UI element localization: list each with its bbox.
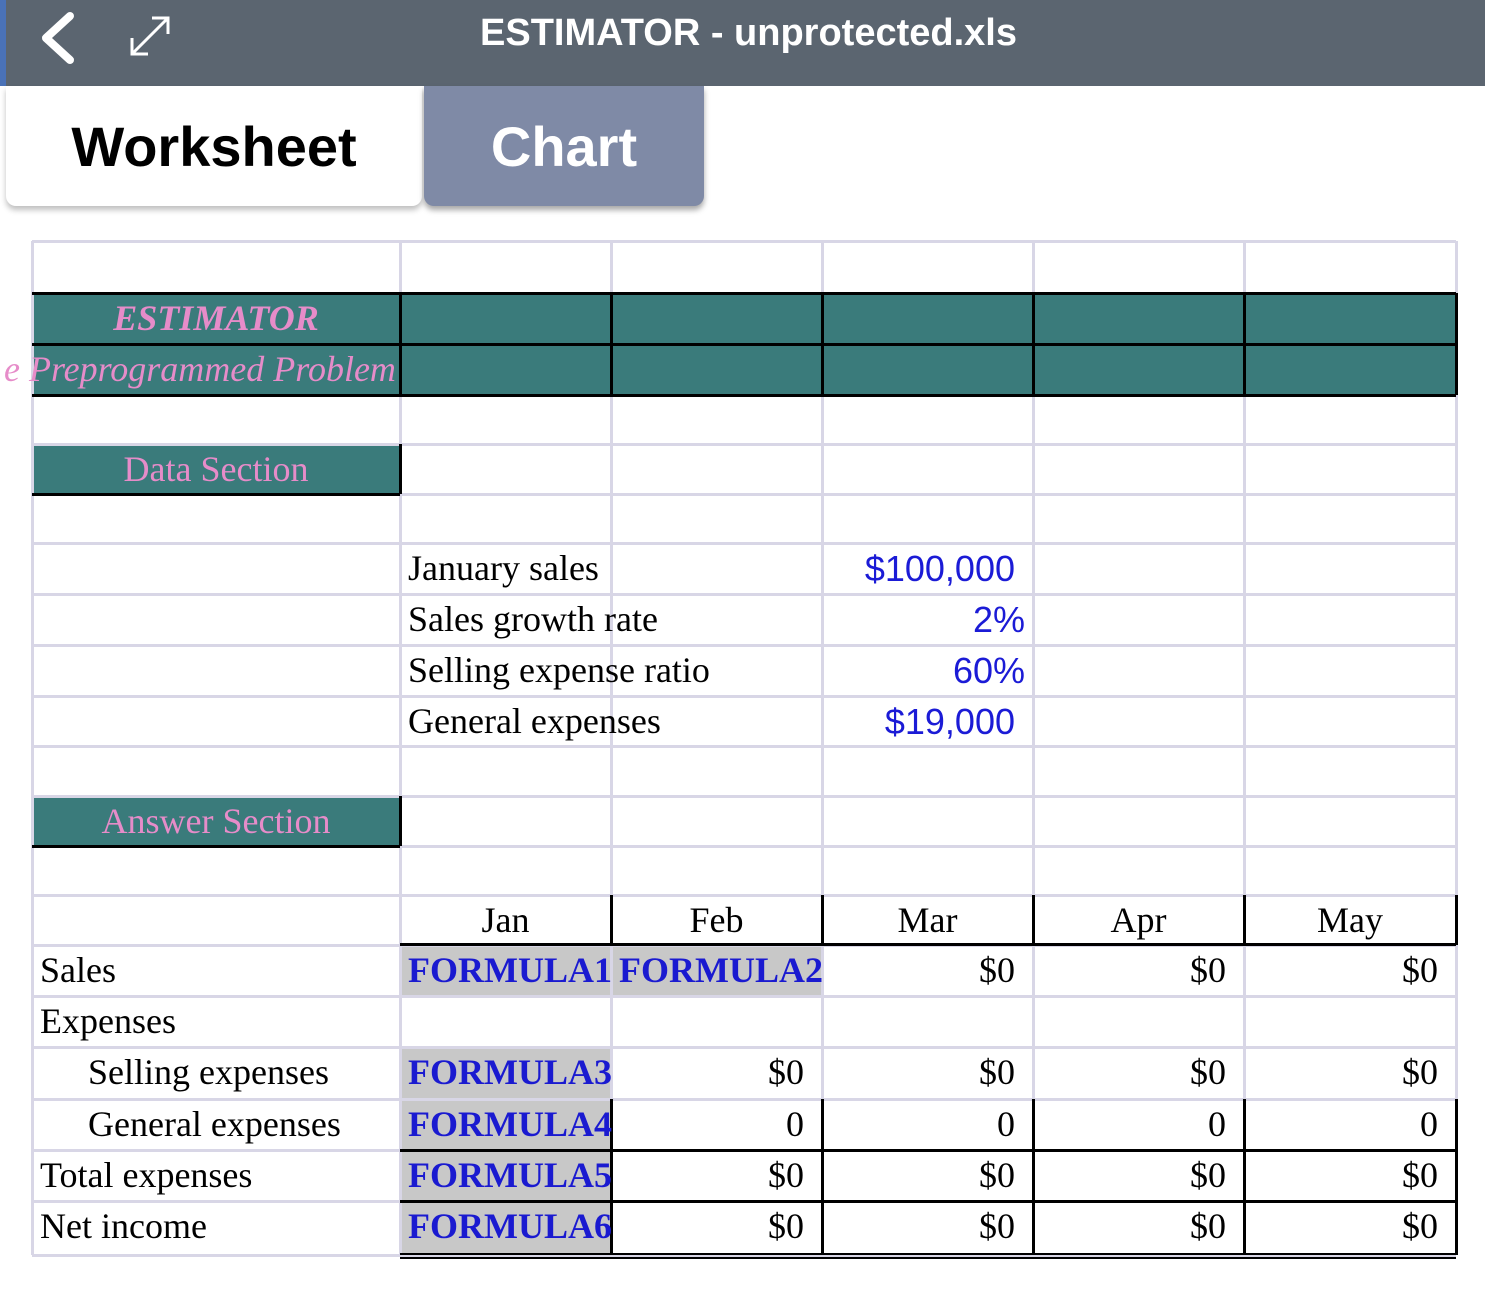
input-label[interactable]: Sales growth rate [408,599,658,639]
value-cell[interactable]: 0 [786,1104,804,1144]
value-cell[interactable]: $0 [979,950,1015,990]
border-line [1032,293,1035,395]
month-header[interactable]: Jan [481,900,530,940]
border-line [400,1257,1456,1259]
value-cell[interactable]: 0 [997,1104,1015,1144]
value-cell[interactable]: $0 [1190,1206,1226,1246]
value-cell[interactable]: $0 [1190,950,1226,990]
window-title: ESTIMATOR - unprotected.xls [480,12,1017,54]
answer-section-label[interactable]: Answer Section [101,801,331,841]
row-label[interactable]: Net income [40,1206,207,1246]
value-cell[interactable]: $0 [1402,1052,1438,1092]
value-cell[interactable]: $0 [768,1206,804,1246]
banner-title[interactable]: ESTIMATOR [113,298,319,338]
value-cell[interactable]: $0 [979,1155,1015,1195]
border-line [821,293,824,395]
month-header[interactable]: May [1317,900,1383,940]
month-header[interactable]: Feb [689,900,744,940]
title-bar [0,0,1485,86]
value-cell[interactable]: $0 [979,1206,1015,1246]
row-label[interactable]: Selling expenses [88,1052,329,1092]
formula-cell[interactable]: FORMULA4 [408,1104,612,1144]
border-line [1243,293,1246,395]
data-section-label[interactable]: Data Section [123,449,309,489]
value-cell[interactable]: $0 [1190,1155,1226,1195]
banner-subtitle[interactable]: e Preprogrammed Problem [4,349,396,389]
input-label[interactable]: January sales [408,548,599,588]
value-cell[interactable]: $0 [768,1052,804,1092]
input-value[interactable]: $100,000 [864,548,1015,589]
border-line [610,293,613,395]
tab-chart-label: Chart [490,114,638,178]
row-label[interactable]: Sales [40,950,116,990]
tab-chart[interactable] [424,86,704,206]
input-label[interactable]: General expenses [408,701,661,741]
tab-worksheet[interactable] [6,86,422,206]
value-cell[interactable]: $0 [768,1155,804,1195]
value-cell[interactable]: 0 [1420,1104,1438,1144]
value-cell[interactable]: $0 [1402,1155,1438,1195]
value-cell[interactable]: $0 [1190,1052,1226,1092]
input-value[interactable]: $19,000 [884,701,1015,742]
formula-cell[interactable]: FORMULA2 [619,950,823,990]
value-cell[interactable]: 0 [1208,1104,1226,1144]
formula-cell[interactable]: FORMULA6 [408,1206,612,1246]
value-cell[interactable]: $0 [1402,1206,1438,1246]
formula-cell[interactable]: FORMULA1 [408,950,612,990]
input-value[interactable]: 2% [972,599,1025,640]
formula-cell[interactable]: FORMULA3 [408,1052,612,1092]
border-line [1455,293,1458,395]
input-value[interactable]: 60% [952,650,1025,691]
row-label[interactable]: General expenses [88,1104,341,1144]
row-label[interactable]: Expenses [40,1001,176,1041]
input-label[interactable]: Selling expense ratio [408,650,710,690]
month-header[interactable]: Mar [897,900,958,940]
month-header[interactable]: Apr [1110,900,1167,940]
value-cell[interactable]: $0 [1402,950,1438,990]
grid-row-line [32,240,1456,243]
row-label[interactable]: Total expenses [40,1155,253,1195]
tab-worksheet-label: Worksheet [71,114,357,178]
formula-cell[interactable]: FORMULA5 [408,1155,612,1195]
value-cell[interactable]: $0 [979,1052,1015,1092]
